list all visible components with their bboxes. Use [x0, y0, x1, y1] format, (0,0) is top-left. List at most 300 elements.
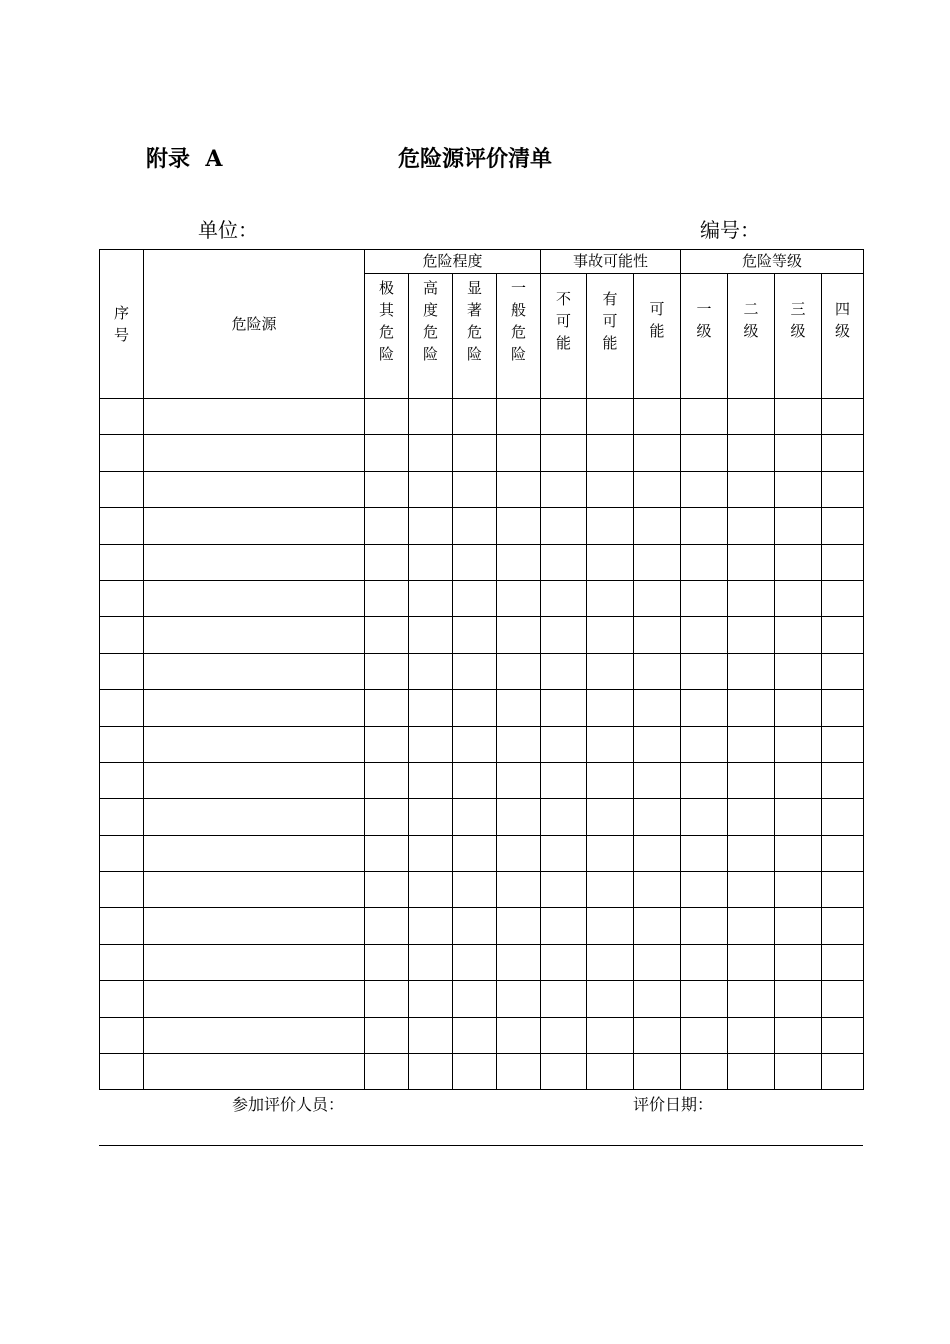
table-cell[interactable] [100, 1054, 144, 1090]
table-cell[interactable] [634, 435, 681, 471]
header-degree-4 [497, 274, 541, 399]
table-cell[interactable] [100, 617, 144, 653]
header-possibility-3 [634, 274, 681, 399]
table-cell[interactable] [587, 944, 634, 980]
table-cell[interactable] [365, 399, 409, 435]
header-source [144, 250, 365, 399]
table-cell[interactable] [365, 471, 409, 507]
header-group-degree: 危险程度 [365, 250, 541, 274]
table-cell[interactable] [100, 399, 144, 435]
table-cell[interactable] [775, 690, 822, 726]
table-cell[interactable] [365, 908, 409, 944]
table-cell[interactable] [775, 799, 822, 835]
header-degree-1 [365, 274, 409, 399]
table-cell[interactable] [728, 1017, 775, 1053]
table-cell[interactable] [681, 580, 728, 616]
table-cell[interactable] [497, 944, 541, 980]
header-possibility-3-label: 可能 [649, 300, 665, 340]
table-cell[interactable] [822, 508, 864, 544]
table-cell[interactable] [497, 762, 541, 798]
table-cell[interactable] [634, 399, 681, 435]
table-cell[interactable] [728, 690, 775, 726]
table-cell[interactable] [822, 872, 864, 908]
table-cell[interactable] [634, 835, 681, 871]
header-degree-3 [453, 274, 497, 399]
table-cell[interactable] [634, 580, 681, 616]
table-cell[interactable] [634, 872, 681, 908]
table-cell[interactable] [775, 580, 822, 616]
table-cell[interactable] [453, 944, 497, 980]
table-cell[interactable] [587, 762, 634, 798]
table-cell[interactable] [541, 399, 587, 435]
header-degree-2-label: 高度危险 [422, 279, 438, 363]
header-degree-3-label: 显著危险 [466, 279, 482, 363]
table-cell[interactable] [728, 508, 775, 544]
table-cell[interactable] [365, 981, 409, 1017]
table-row [100, 544, 864, 580]
table-cell[interactable] [587, 544, 634, 580]
table-cell[interactable] [409, 1017, 453, 1053]
table-cell[interactable] [587, 690, 634, 726]
table-cell[interactable] [497, 835, 541, 871]
table-cell[interactable] [541, 471, 587, 507]
table-cell[interactable] [144, 690, 365, 726]
table-cell[interactable] [497, 1054, 541, 1090]
header-level-4-label: 四级 [835, 300, 851, 340]
table-cell[interactable] [365, 835, 409, 871]
table-cell[interactable] [587, 908, 634, 944]
table-cell[interactable] [728, 835, 775, 871]
table-cell[interactable] [453, 872, 497, 908]
table-cell[interactable] [144, 799, 365, 835]
table-row [100, 799, 864, 835]
unit-label: 单位： [198, 218, 258, 242]
table-cell[interactable] [409, 908, 453, 944]
table-cell[interactable] [822, 835, 864, 871]
table-cell[interactable] [453, 617, 497, 653]
appendix-label: 附录 A [146, 146, 223, 172]
header-group-possibility: 事故可能性 [541, 250, 681, 274]
table-cell[interactable] [775, 762, 822, 798]
table-cell[interactable] [681, 981, 728, 1017]
table-cell[interactable] [728, 1054, 775, 1090]
header-possibility-2-label: 有可能 [602, 290, 618, 352]
hazard-evaluation-table [99, 249, 864, 1090]
table-cell[interactable] [681, 471, 728, 507]
table-cell[interactable] [541, 1017, 587, 1053]
table-cell[interactable] [100, 944, 144, 980]
table-cell[interactable] [634, 471, 681, 507]
table-row [100, 726, 864, 762]
table-cell[interactable] [365, 944, 409, 980]
table-row [100, 1017, 864, 1053]
table-cell[interactable] [822, 435, 864, 471]
table-cell[interactable] [453, 399, 497, 435]
table-cell[interactable] [100, 1017, 144, 1053]
table-cell[interactable] [144, 726, 365, 762]
table-cell[interactable] [453, 544, 497, 580]
table-cell[interactable] [634, 544, 681, 580]
table-cell[interactable] [775, 653, 822, 689]
table-cell[interactable] [365, 544, 409, 580]
table-cell[interactable] [728, 981, 775, 1017]
table-cell[interactable] [497, 872, 541, 908]
header-degree-4-label: 一般危险 [510, 279, 526, 363]
table-cell[interactable] [541, 835, 587, 871]
table-cell[interactable] [144, 1017, 365, 1053]
table-cell[interactable] [541, 908, 587, 944]
table-cell[interactable] [144, 471, 365, 507]
table-cell[interactable] [775, 471, 822, 507]
table-row [100, 617, 864, 653]
table-cell[interactable] [822, 762, 864, 798]
table-cell[interactable] [497, 580, 541, 616]
table-row [100, 471, 864, 507]
table-cell[interactable] [541, 944, 587, 980]
table-cell[interactable] [409, 799, 453, 835]
table-cell[interactable] [681, 617, 728, 653]
table-cell[interactable] [100, 544, 144, 580]
table-cell[interactable] [822, 617, 864, 653]
table-cell[interactable] [100, 690, 144, 726]
table-row [100, 508, 864, 544]
table-cell[interactable] [775, 544, 822, 580]
table-cell[interactable] [587, 617, 634, 653]
table-cell[interactable] [365, 653, 409, 689]
table-cell[interactable] [728, 872, 775, 908]
table-cell[interactable] [681, 690, 728, 726]
table-cell[interactable] [144, 617, 365, 653]
table-cell[interactable] [728, 471, 775, 507]
table-cell[interactable] [497, 1017, 541, 1053]
table-cell[interactable] [587, 1017, 634, 1053]
table-cell[interactable] [541, 799, 587, 835]
table-cell[interactable] [541, 653, 587, 689]
table-row [100, 835, 864, 871]
table-cell[interactable] [775, 944, 822, 980]
table-cell[interactable] [541, 690, 587, 726]
table-cell[interactable] [365, 799, 409, 835]
table-cell[interactable] [822, 726, 864, 762]
table-cell[interactable] [728, 617, 775, 653]
table-row [100, 944, 864, 980]
table-cell[interactable] [453, 508, 497, 544]
table-cell[interactable] [822, 1017, 864, 1053]
table-cell[interactable] [409, 471, 453, 507]
table-cell[interactable] [365, 762, 409, 798]
table-cell[interactable] [775, 908, 822, 944]
table-cell[interactable] [587, 981, 634, 1017]
table-cell[interactable] [681, 435, 728, 471]
table-cell[interactable] [453, 981, 497, 1017]
table-cell[interactable] [497, 544, 541, 580]
table-cell[interactable] [681, 544, 728, 580]
table-cell[interactable] [587, 435, 634, 471]
table-row [100, 1054, 864, 1090]
table-cell[interactable] [634, 1054, 681, 1090]
table-cell[interactable] [409, 653, 453, 689]
table-cell[interactable] [587, 835, 634, 871]
header-group-level: 危险等级 [681, 250, 864, 274]
table-cell[interactable] [541, 981, 587, 1017]
table-cell[interactable] [822, 908, 864, 944]
table-cell[interactable] [409, 762, 453, 798]
table-row [100, 762, 864, 798]
table-cell[interactable] [775, 435, 822, 471]
table-cell[interactable] [681, 726, 728, 762]
table-cell[interactable] [100, 435, 144, 471]
table-cell[interactable] [497, 690, 541, 726]
table-cell[interactable] [728, 544, 775, 580]
table-cell[interactable] [822, 471, 864, 507]
evaluation-date-label: 评价日期： [633, 1095, 714, 1114]
table-cell[interactable] [409, 580, 453, 616]
table-cell[interactable] [409, 835, 453, 871]
table-cell[interactable] [365, 508, 409, 544]
table-cell[interactable] [587, 471, 634, 507]
table-cell[interactable] [100, 908, 144, 944]
table-cell[interactable] [497, 617, 541, 653]
table-cell[interactable] [634, 762, 681, 798]
table-cell[interactable] [822, 981, 864, 1017]
header-level-3 [775, 274, 822, 399]
table-cell[interactable] [144, 1054, 365, 1090]
table-cell[interactable] [775, 981, 822, 1017]
table-cell[interactable] [453, 835, 497, 871]
table-cell[interactable] [634, 653, 681, 689]
table-cell[interactable] [144, 399, 365, 435]
table-cell[interactable] [587, 508, 634, 544]
table-cell[interactable] [728, 580, 775, 616]
table-cell[interactable] [409, 690, 453, 726]
table-cell[interactable] [453, 471, 497, 507]
table-cell[interactable] [497, 799, 541, 835]
table-cell[interactable] [634, 508, 681, 544]
table-cell[interactable] [681, 1017, 728, 1053]
table-cell[interactable] [728, 799, 775, 835]
table-cell[interactable] [453, 762, 497, 798]
table-cell[interactable] [497, 653, 541, 689]
table-cell[interactable] [144, 908, 365, 944]
table-cell[interactable] [409, 944, 453, 980]
table-cell[interactable] [409, 544, 453, 580]
header-possibility-1 [541, 274, 587, 399]
header-level-1 [681, 274, 728, 399]
table-row [100, 653, 864, 689]
table-cell[interactable] [634, 799, 681, 835]
table-cell[interactable] [681, 944, 728, 980]
table-cell[interactable] [587, 580, 634, 616]
table-cell[interactable] [100, 653, 144, 689]
table-cell[interactable] [497, 435, 541, 471]
participants-label: 参加评价人员： [232, 1095, 345, 1114]
table-cell[interactable] [634, 1017, 681, 1053]
table-cell[interactable] [587, 726, 634, 762]
table-cell[interactable] [541, 580, 587, 616]
table-cell[interactable] [365, 435, 409, 471]
table-cell[interactable] [409, 617, 453, 653]
table-cell[interactable] [541, 508, 587, 544]
page-title: 危险源评价清单 [398, 146, 553, 172]
table-cell[interactable] [409, 981, 453, 1017]
table-cell[interactable] [409, 435, 453, 471]
table-cell[interactable] [728, 399, 775, 435]
table-cell[interactable] [822, 1054, 864, 1090]
table-cell[interactable] [365, 690, 409, 726]
table-cell[interactable] [822, 690, 864, 726]
header-level-1-label: 一级 [696, 300, 712, 340]
header-possibility-1-label: 不可能 [556, 290, 572, 352]
header-degree-2 [409, 274, 453, 399]
table-cell[interactable] [453, 908, 497, 944]
table-cell[interactable] [409, 508, 453, 544]
table-cell[interactable] [144, 544, 365, 580]
table-cell[interactable] [681, 1054, 728, 1090]
table-cell[interactable] [453, 1017, 497, 1053]
header-level-2 [728, 274, 775, 399]
table-cell[interactable] [728, 726, 775, 762]
header-row-groups [100, 250, 864, 274]
table-cell[interactable] [453, 1054, 497, 1090]
table-cell[interactable] [497, 508, 541, 544]
table-cell[interactable] [541, 872, 587, 908]
table-row [100, 399, 864, 435]
table-cell[interactable] [728, 908, 775, 944]
table-cell[interactable] [634, 690, 681, 726]
header-source-label: 危险源 [231, 314, 277, 333]
header-possibility-2 [587, 274, 634, 399]
table-cell[interactable] [144, 762, 365, 798]
table-cell[interactable] [587, 799, 634, 835]
table-cell[interactable] [775, 835, 822, 871]
footer-divider [99, 1145, 863, 1146]
table-cell[interactable] [541, 435, 587, 471]
table-cell[interactable] [541, 762, 587, 798]
table-cell[interactable] [453, 690, 497, 726]
table-cell[interactable] [681, 872, 728, 908]
table-cell[interactable] [822, 799, 864, 835]
table-cell[interactable] [681, 799, 728, 835]
table-cell[interactable] [365, 726, 409, 762]
table-cell[interactable] [822, 399, 864, 435]
table-cell[interactable] [409, 1054, 453, 1090]
table-cell[interactable] [100, 508, 144, 544]
table-cell[interactable] [365, 1054, 409, 1090]
table-cell[interactable] [144, 653, 365, 689]
table-cell[interactable] [775, 508, 822, 544]
table-cell[interactable] [497, 908, 541, 944]
table-cell[interactable] [100, 981, 144, 1017]
code-label: 编号： [700, 218, 760, 242]
table-cell[interactable] [681, 399, 728, 435]
table-cell[interactable] [409, 872, 453, 908]
table-cell[interactable] [409, 726, 453, 762]
table-cell[interactable] [728, 762, 775, 798]
table-cell[interactable] [822, 944, 864, 980]
table-cell[interactable] [775, 872, 822, 908]
table-cell[interactable] [144, 580, 365, 616]
table-cell[interactable] [681, 835, 728, 871]
table-cell[interactable] [144, 981, 365, 1017]
table-cell[interactable] [775, 1017, 822, 1053]
table-cell[interactable] [453, 726, 497, 762]
table-cell[interactable] [634, 726, 681, 762]
table-cell[interactable] [634, 944, 681, 980]
table-cell[interactable] [541, 617, 587, 653]
table-cell[interactable] [453, 653, 497, 689]
table-cell[interactable] [144, 872, 365, 908]
table-cell[interactable] [681, 908, 728, 944]
table-cell[interactable] [100, 799, 144, 835]
table-cell[interactable] [587, 653, 634, 689]
table-cell[interactable] [728, 653, 775, 689]
table-cell[interactable] [497, 399, 541, 435]
table-cell[interactable] [100, 872, 144, 908]
table-cell[interactable] [541, 726, 587, 762]
table-cell[interactable] [587, 872, 634, 908]
table-cell[interactable] [100, 726, 144, 762]
table-cell[interactable] [409, 399, 453, 435]
table-cell[interactable] [541, 544, 587, 580]
table-cell[interactable] [144, 835, 365, 871]
table-cell[interactable] [144, 508, 365, 544]
table-cell[interactable] [775, 399, 822, 435]
table-cell[interactable] [681, 508, 728, 544]
table-cell[interactable] [681, 762, 728, 798]
table-row [100, 981, 864, 1017]
table-cell[interactable] [822, 580, 864, 616]
table-cell[interactable] [100, 762, 144, 798]
table-cell[interactable] [634, 981, 681, 1017]
table-cell[interactable] [365, 872, 409, 908]
table-cell[interactable] [497, 726, 541, 762]
table-cell[interactable] [587, 399, 634, 435]
table-cell[interactable] [100, 471, 144, 507]
table-cell[interactable] [775, 726, 822, 762]
table-cell[interactable] [728, 435, 775, 471]
table-row [100, 435, 864, 471]
table-cell[interactable] [365, 580, 409, 616]
table-row [100, 580, 864, 616]
table-row [100, 908, 864, 944]
header-seq-label: 序号 [113, 303, 129, 344]
table-cell[interactable] [100, 835, 144, 871]
table-cell[interactable] [728, 944, 775, 980]
table-cell[interactable] [453, 799, 497, 835]
table-cell[interactable] [497, 471, 541, 507]
table-cell[interactable] [775, 1054, 822, 1090]
table-cell[interactable] [587, 1054, 634, 1090]
table-cell[interactable] [100, 580, 144, 616]
table-cell[interactable] [822, 544, 864, 580]
table-cell[interactable] [681, 653, 728, 689]
table-cell[interactable] [365, 617, 409, 653]
table-cell[interactable] [453, 580, 497, 616]
header-seq [100, 250, 144, 399]
table-cell[interactable] [634, 617, 681, 653]
table-cell[interactable] [453, 435, 497, 471]
table-cell[interactable] [775, 617, 822, 653]
table-cell[interactable] [144, 944, 365, 980]
header-level-2-label: 二级 [743, 300, 759, 340]
table-cell[interactable] [497, 981, 541, 1017]
table-row [100, 690, 864, 726]
table-cell[interactable] [822, 653, 864, 689]
table-cell[interactable] [634, 908, 681, 944]
table-cell[interactable] [541, 1054, 587, 1090]
table-cell[interactable] [144, 435, 365, 471]
table-cell[interactable] [365, 1017, 409, 1053]
